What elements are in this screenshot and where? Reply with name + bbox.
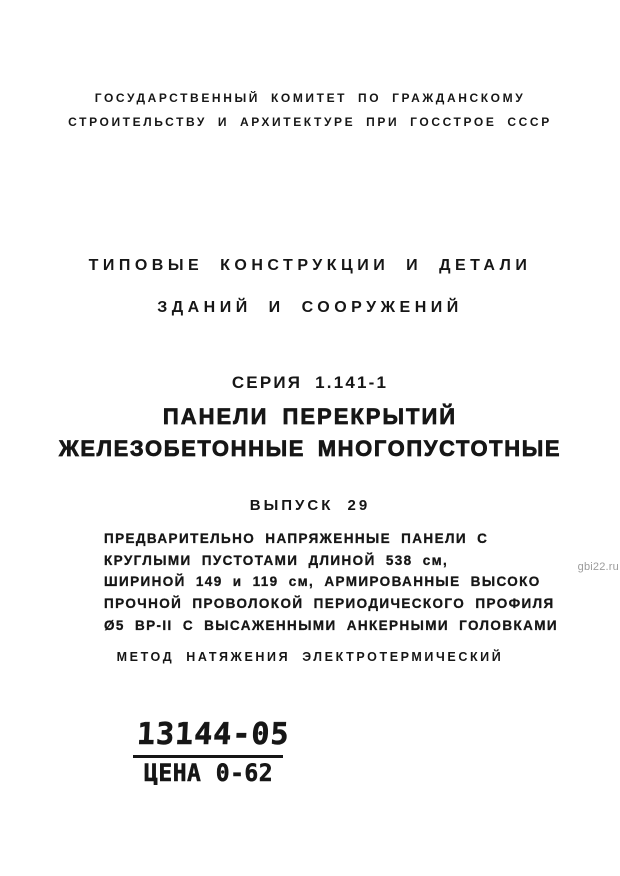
description-line-3: ШИРИНОЙ 149 и 119 см, АРМИРОВАННЫЕ ВЫСОКО <box>104 574 541 590</box>
stamp-price: ЦЕНА 0-62 <box>144 760 274 788</box>
description-line-1: ПРЕДВАРИТЕЛЬНО НАПРЯЖЕННЫЕ ПАНЕЛИ С <box>104 531 489 546</box>
stamp-underline <box>133 755 283 758</box>
tension-method-label: МЕТОД НАТЯЖЕНИЯ ЭЛЕКТРОТЕРМИЧЕСКИЙ <box>116 650 504 664</box>
series-label: СЕРИЯ 1.141-1 <box>231 373 389 392</box>
description-line-2: КРУГЛЫМИ ПУСТОТАМИ ДЛИНОЙ 538 см, <box>104 552 449 568</box>
stamp-number: 13144-05 <box>136 717 291 752</box>
main-title-line1: ПАНЕЛИ ПЕРЕКРЫТИЙ <box>162 404 458 429</box>
site-watermark: gbi22.ru <box>577 561 619 573</box>
type-constructions-line2: ЗДАНИЙ И СООРУЖЕНИЙ <box>157 299 463 316</box>
org-header-line2: СТРОИТЕЛЬСТВУ И АРХИТЕКТУРЕ ПРИ ГОССТРОЕ СССР <box>68 115 552 129</box>
org-header-line1: ГОСУДАРСТВЕННЫЙ КОМИТЕТ ПО ГРАЖДАНСКОМУ <box>94 91 526 105</box>
inventory-stamp <box>133 717 296 786</box>
issue-label: ВЫПУСК 29 <box>249 497 371 514</box>
description-paragraph <box>104 528 559 637</box>
description-line-4: ПРОЧНОЙ ПРОВОЛОКОЙ ПЕРИОДИЧЕСКОГО ПРОФИЛЯ <box>104 596 555 612</box>
organization-header <box>0 86 620 134</box>
type-constructions-line1: ТИПОВЫЕ КОНСТРУКЦИИ И ДЕТАЛИ <box>88 257 532 274</box>
description-line-5: Ø5 ВР-II С ВЫСАЖЕННЫМИ АНКЕРНЫМИ ГОЛОВКАМИ <box>104 617 559 633</box>
main-title-line2: ЖЕЛЕЗОБЕТОННЫЕ МНОГОПУСТОТНЫЕ <box>58 436 562 461</box>
